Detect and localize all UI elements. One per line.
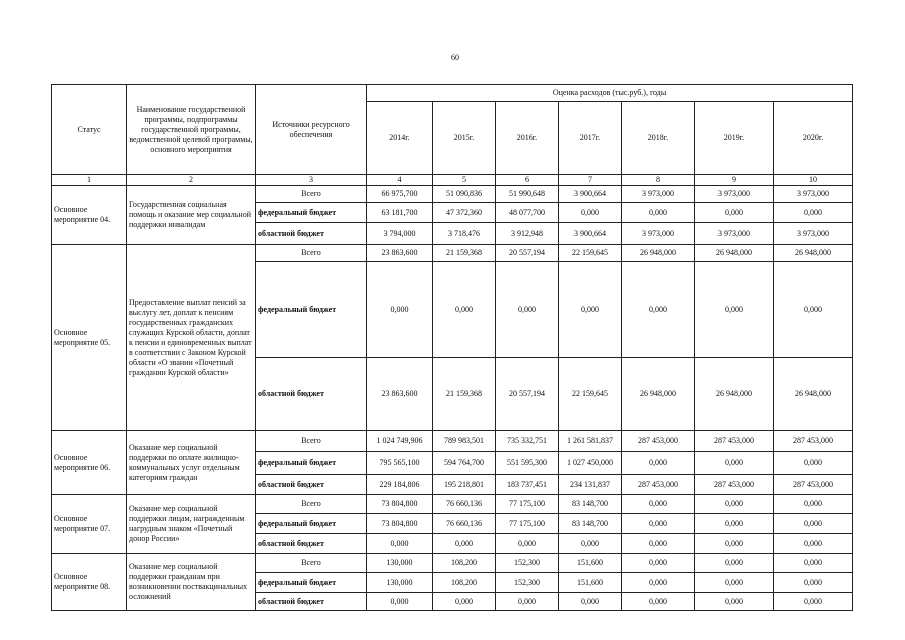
value-cell: 3 900,664 xyxy=(559,223,622,245)
program-name-cell: Оказание мер социальной поддержки лицам, награжденным нагрудным знаком «Почетный донор России» xyxy=(127,495,256,554)
program-name-cell: Государственная социальная помощь и оказание мер социальной поддержки инвалидам xyxy=(127,186,256,245)
value-cell: 0,000 xyxy=(774,495,853,514)
status-cell: Основное мероприятие 04. xyxy=(52,186,127,245)
value-cell: 551 595,300 xyxy=(496,452,559,475)
value-cell: 287 453,000 xyxy=(774,431,853,452)
value-cell: 234 131,837 xyxy=(559,475,622,495)
value-cell: 1 024 749,906 xyxy=(367,431,433,452)
value-cell: 0,000 xyxy=(622,203,695,223)
value-cell: 0,000 xyxy=(695,514,774,534)
header-status: Статус xyxy=(52,85,127,175)
header-expenses: Оценка расходов (тыс.руб.), годы xyxy=(367,85,853,102)
column-number: 3 xyxy=(256,175,367,186)
value-cell: 0,000 xyxy=(695,534,774,554)
table-row xyxy=(52,495,853,514)
source-cell: Всего xyxy=(256,431,367,452)
value-cell: 287 453,000 xyxy=(622,431,695,452)
source-cell: Всего xyxy=(256,495,367,514)
value-cell: 0,000 xyxy=(774,554,853,573)
column-number: 4 xyxy=(367,175,433,186)
value-cell: 3 973,000 xyxy=(622,223,695,245)
program-name-cell: Оказание мер социальной поддержки по оплате жилищно-коммунальных услуг отдельным категориям граждан xyxy=(127,431,256,495)
value-cell: 0,000 xyxy=(695,203,774,223)
value-cell: 0,000 xyxy=(622,534,695,554)
value-cell: 0,000 xyxy=(774,514,853,534)
value-cell: 1 027 450,000 xyxy=(559,452,622,475)
value-cell: 73 804,800 xyxy=(367,514,433,534)
column-number-row xyxy=(52,175,853,186)
value-cell: 130,000 xyxy=(367,554,433,573)
header-year: 2020г. xyxy=(774,102,853,175)
status-cell: Основное мероприятие 06. xyxy=(52,431,127,495)
source-cell: федеральный бюджет xyxy=(256,262,367,358)
value-cell: 1 261 581,837 xyxy=(559,431,622,452)
value-cell: 0,000 xyxy=(695,554,774,573)
header-year: 2016г. xyxy=(496,102,559,175)
value-cell: 0,000 xyxy=(695,452,774,475)
value-cell: 229 184,806 xyxy=(367,475,433,495)
header-year: 2019г. xyxy=(695,102,774,175)
source-cell: федеральный бюджет xyxy=(256,514,367,534)
status-cell: Основное мероприятие 08. xyxy=(52,554,127,611)
table-row xyxy=(52,554,853,573)
value-cell: 0,000 xyxy=(367,262,433,358)
table-row xyxy=(52,186,853,203)
value-cell: 22 159,645 xyxy=(559,358,622,431)
source-cell: областной бюджет xyxy=(256,593,367,611)
value-cell: 66 975,700 xyxy=(367,186,433,203)
value-cell: 0,000 xyxy=(774,262,853,358)
value-cell: 0,000 xyxy=(695,573,774,593)
value-cell: 0,000 xyxy=(695,262,774,358)
value-cell: 287 453,000 xyxy=(695,475,774,495)
value-cell: 0,000 xyxy=(367,593,433,611)
value-cell: 76 660,136 xyxy=(433,514,496,534)
value-cell: 83 148,700 xyxy=(559,495,622,514)
value-cell: 26 948,000 xyxy=(774,358,853,431)
value-cell: 183 737,451 xyxy=(496,475,559,495)
value-cell: 287 453,000 xyxy=(695,431,774,452)
value-cell: 47 372,360 xyxy=(433,203,496,223)
header-year: 2018г. xyxy=(622,102,695,175)
column-number: 2 xyxy=(127,175,256,186)
value-cell: 26 948,000 xyxy=(774,245,853,262)
value-cell: 3 973,000 xyxy=(695,223,774,245)
value-cell: 0,000 xyxy=(774,534,853,554)
column-number: 10 xyxy=(774,175,853,186)
value-cell: 26 948,000 xyxy=(622,358,695,431)
value-cell: 0,000 xyxy=(559,593,622,611)
value-cell: 0,000 xyxy=(433,262,496,358)
value-cell: 0,000 xyxy=(695,495,774,514)
value-cell: 26 948,000 xyxy=(695,245,774,262)
value-cell: 0,000 xyxy=(774,203,853,223)
value-cell: 21 159,368 xyxy=(433,245,496,262)
value-cell: 0,000 xyxy=(774,593,853,611)
value-cell: 3 912,948 xyxy=(496,223,559,245)
table-row xyxy=(52,431,853,452)
source-cell: областной бюджет xyxy=(256,534,367,554)
source-cell: Всего xyxy=(256,245,367,262)
value-cell: 73 804,800 xyxy=(367,495,433,514)
value-cell: 26 948,000 xyxy=(622,245,695,262)
value-cell: 3 718,476 xyxy=(433,223,496,245)
column-number: 9 xyxy=(695,175,774,186)
source-cell: областной бюджет xyxy=(256,223,367,245)
value-cell: 3 794,000 xyxy=(367,223,433,245)
program-name-cell: Предоставление выплат пенсий за выслугу лет, доплат к пенсиям государственных гражданских служащих Курской области, доплат к пенсии и единовременных выплат в соответствии с Законом Курской области «О звании «Почетный гражданин Курской области» xyxy=(127,245,256,431)
value-cell: 3 973,000 xyxy=(774,186,853,203)
value-cell: 0,000 xyxy=(622,554,695,573)
value-cell: 3 973,000 xyxy=(774,223,853,245)
header-name: Наименование государственной программы, подпрограммы государственной программы, ведомственной целевой программы, основного мероприятия xyxy=(127,85,256,175)
column-number: 7 xyxy=(559,175,622,186)
value-cell: 20 557,194 xyxy=(496,358,559,431)
value-cell: 3 900,664 xyxy=(559,186,622,203)
column-number: 1 xyxy=(52,175,127,186)
value-cell: 795 565,100 xyxy=(367,452,433,475)
value-cell: 0,000 xyxy=(559,534,622,554)
value-cell: 22 159,645 xyxy=(559,245,622,262)
value-cell: 130,000 xyxy=(367,573,433,593)
source-cell: Всего xyxy=(256,554,367,573)
value-cell: 151,600 xyxy=(559,573,622,593)
source-cell: областной бюджет xyxy=(256,475,367,495)
value-cell: 0,000 xyxy=(695,593,774,611)
value-cell: 0,000 xyxy=(774,573,853,593)
status-cell: Основное мероприятие 07. xyxy=(52,495,127,554)
source-cell: областной бюджет xyxy=(256,358,367,431)
value-cell: 0,000 xyxy=(622,495,695,514)
value-cell: 735 332,751 xyxy=(496,431,559,452)
value-cell: 0,000 xyxy=(622,573,695,593)
column-number: 5 xyxy=(433,175,496,186)
table-row xyxy=(52,245,853,262)
value-cell: 0,000 xyxy=(433,534,496,554)
program-name-cell: Оказание мер социальной поддержки гражданам при возникновении поствакцинальных осложнений xyxy=(127,554,256,611)
value-cell: 23 863,600 xyxy=(367,358,433,431)
value-cell: 0,000 xyxy=(496,262,559,358)
value-cell: 77 175,100 xyxy=(496,495,559,514)
value-cell: 77 175,100 xyxy=(496,514,559,534)
source-cell: федеральный бюджет xyxy=(256,203,367,223)
value-cell: 0,000 xyxy=(559,203,622,223)
value-cell: 108,200 xyxy=(433,554,496,573)
value-cell: 789 983,501 xyxy=(433,431,496,452)
value-cell: 0,000 xyxy=(496,534,559,554)
value-cell: 594 764,700 xyxy=(433,452,496,475)
source-cell: федеральный бюджет xyxy=(256,452,367,475)
header-year: 2017г. xyxy=(559,102,622,175)
value-cell: 151,600 xyxy=(559,554,622,573)
value-cell: 0,000 xyxy=(559,262,622,358)
value-cell: 108,200 xyxy=(433,573,496,593)
page-number: 60 xyxy=(451,53,459,62)
value-cell: 21 159,368 xyxy=(433,358,496,431)
value-cell: 152,300 xyxy=(496,554,559,573)
value-cell: 26 948,000 xyxy=(695,358,774,431)
value-cell: 83 148,700 xyxy=(559,514,622,534)
column-number: 8 xyxy=(622,175,695,186)
value-cell: 0,000 xyxy=(622,262,695,358)
value-cell: 23 863,600 xyxy=(367,245,433,262)
value-cell: 0,000 xyxy=(433,593,496,611)
header-year: 2015г. xyxy=(433,102,496,175)
value-cell: 3 973,000 xyxy=(622,186,695,203)
value-cell: 63 181,700 xyxy=(367,203,433,223)
header-source: Источники ресурсного обеспечения xyxy=(256,85,367,175)
value-cell: 76 660,136 xyxy=(433,495,496,514)
value-cell: 0,000 xyxy=(622,452,695,475)
value-cell: 0,000 xyxy=(774,452,853,475)
value-cell: 195 218,801 xyxy=(433,475,496,495)
value-cell: 48 077,700 xyxy=(496,203,559,223)
header-year: 2014г. xyxy=(367,102,433,175)
value-cell: 152,300 xyxy=(496,573,559,593)
value-cell: 20 557,194 xyxy=(496,245,559,262)
value-cell: 0,000 xyxy=(622,514,695,534)
value-cell: 51 990,648 xyxy=(496,186,559,203)
value-cell: 0,000 xyxy=(622,593,695,611)
value-cell: 287 453,000 xyxy=(774,475,853,495)
source-cell: федеральный бюджет xyxy=(256,573,367,593)
value-cell: 0,000 xyxy=(367,534,433,554)
budget-table xyxy=(51,84,853,611)
value-cell: 51 090,836 xyxy=(433,186,496,203)
value-cell: 287 453,000 xyxy=(622,475,695,495)
column-number: 6 xyxy=(496,175,559,186)
value-cell: 3 973,000 xyxy=(695,186,774,203)
source-cell: Всего xyxy=(256,186,367,203)
value-cell: 0,000 xyxy=(496,593,559,611)
status-cell: Основное мероприятие 05. xyxy=(52,245,127,431)
